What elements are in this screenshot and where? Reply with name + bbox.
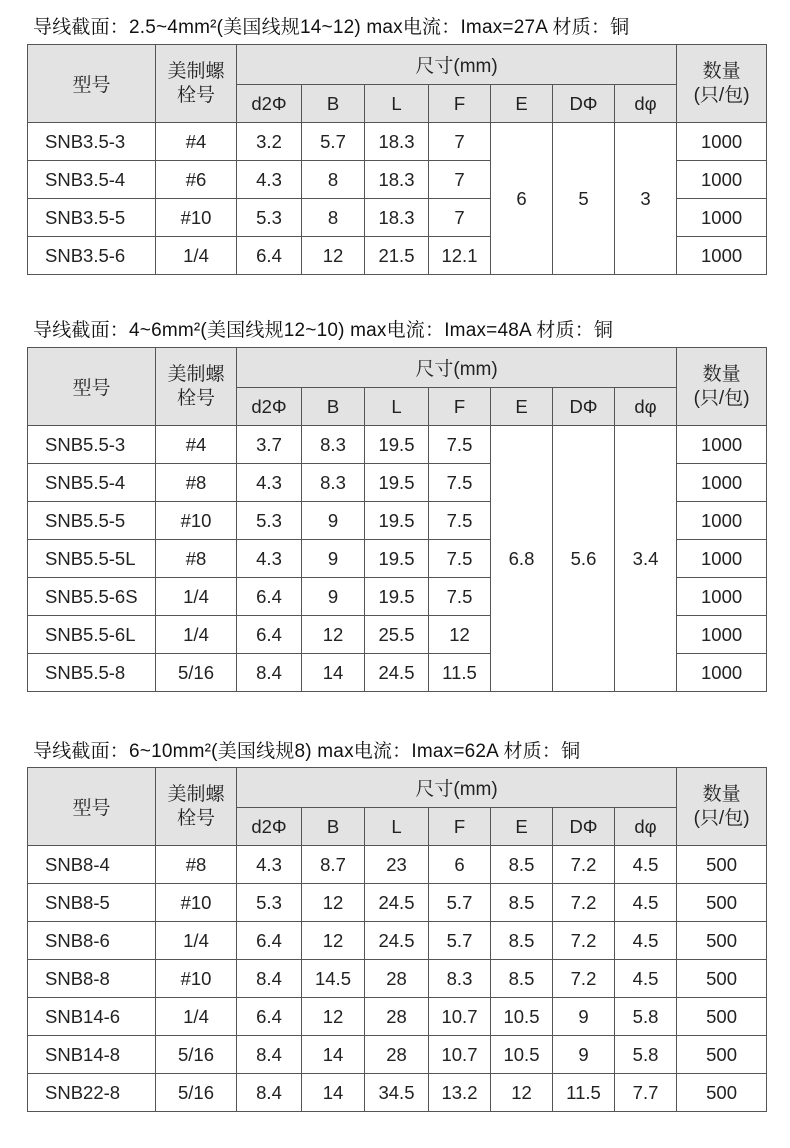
cell-model: SNB5.5-5 — [28, 502, 156, 540]
cell-qty: 1000 — [677, 616, 767, 654]
cell-qty: 1000 — [677, 426, 767, 464]
cell-f: 5.7 — [429, 884, 491, 922]
header-qty-line1: 数量 — [702, 363, 741, 385]
cell-bolt: #8 — [156, 846, 237, 884]
header-model: 型号 — [28, 348, 156, 426]
table-row — [28, 123, 767, 161]
cell-d2: 8.4 — [237, 654, 302, 692]
spec-table — [27, 767, 767, 1112]
cell-b: 12 — [302, 998, 365, 1036]
cell-b: 14 — [302, 1074, 365, 1112]
cell-e: 8.5 — [491, 884, 553, 922]
cell-model: SNB5.5-4 — [28, 464, 156, 502]
cell-d-small: 4.5 — [615, 846, 677, 884]
cell-d2: 5.3 — [237, 884, 302, 922]
cell-model: SNB5.5-5L — [28, 540, 156, 578]
cell-b: 14 — [302, 654, 365, 692]
cell-d2: 8.4 — [237, 960, 302, 998]
cell-d2: 4.3 — [237, 161, 302, 199]
header-bolt-line1: 美制螺 — [167, 783, 225, 805]
cell-bolt: #6 — [156, 161, 237, 199]
cell-d-small: 4.5 — [615, 884, 677, 922]
cell-l: 23 — [365, 846, 429, 884]
cell-e: 10.5 — [491, 1036, 553, 1074]
cell-d2: 8.4 — [237, 1036, 302, 1074]
cell-f: 7 — [429, 199, 491, 237]
cell-e: 8.5 — [491, 922, 553, 960]
section-caption: 导线截面：4~6mm²(美国线规12~10) max电流：Imax=48A 材质：铜 — [33, 320, 614, 341]
cell-bolt: 5/16 — [156, 1074, 237, 1112]
table-row — [28, 1036, 767, 1074]
cell-d-phi: 7.2 — [553, 922, 615, 960]
cell-qty: 500 — [677, 998, 767, 1036]
cell-e-shared: 6.8 — [491, 426, 553, 692]
cell-model: SNB3.5-5 — [28, 199, 156, 237]
header-size-group: 尺寸(mm) — [237, 45, 677, 85]
header-b: B — [302, 808, 365, 846]
header-d-phi: DΦ — [553, 85, 615, 123]
cell-qty: 1000 — [677, 578, 767, 616]
cell-f: 13.2 — [429, 1074, 491, 1112]
cell-d2: 6.4 — [237, 578, 302, 616]
cell-qty: 500 — [677, 1074, 767, 1112]
cell-l: 28 — [365, 998, 429, 1036]
header-qty — [677, 768, 767, 846]
cell-d2: 5.3 — [237, 199, 302, 237]
cell-model: SNB8-8 — [28, 960, 156, 998]
cell-qty: 1000 — [677, 502, 767, 540]
cell-f: 7.5 — [429, 464, 491, 502]
cell-model: SNB14-8 — [28, 1036, 156, 1074]
cell-qty: 500 — [677, 846, 767, 884]
cell-l: 18.3 — [365, 161, 429, 199]
cell-bolt: #10 — [156, 502, 237, 540]
cell-d-phi: 7.2 — [553, 846, 615, 884]
cell-d-small: 4.5 — [615, 922, 677, 960]
cell-model: SNB3.5-6 — [28, 237, 156, 275]
cell-b: 9 — [302, 540, 365, 578]
cell-f: 8.3 — [429, 960, 491, 998]
cell-l: 24.5 — [365, 654, 429, 692]
header-qty — [677, 45, 767, 123]
header-qty — [677, 348, 767, 426]
header-bolt-line1: 美制螺 — [167, 363, 225, 385]
cell-l: 21.5 — [365, 237, 429, 275]
cell-bolt: #4 — [156, 123, 237, 161]
cell-qty: 500 — [677, 960, 767, 998]
header-d-small: dφ — [615, 808, 677, 846]
cell-l: 19.5 — [365, 426, 429, 464]
header-d-phi: DΦ — [553, 388, 615, 426]
header-f: F — [429, 85, 491, 123]
cell-b: 8 — [302, 199, 365, 237]
cell-d2: 4.3 — [237, 540, 302, 578]
cell-d-small-shared: 3 — [615, 123, 677, 275]
cell-f: 7.5 — [429, 540, 491, 578]
cell-f: 10.7 — [429, 998, 491, 1036]
cell-bolt: #10 — [156, 884, 237, 922]
cell-b: 12 — [302, 616, 365, 654]
header-b: B — [302, 388, 365, 426]
header-size-group: 尺寸(mm) — [237, 768, 677, 808]
cell-l: 19.5 — [365, 464, 429, 502]
cell-e-shared: 6 — [491, 123, 553, 275]
cell-l: 18.3 — [365, 199, 429, 237]
cell-b: 12 — [302, 884, 365, 922]
header-l: L — [365, 85, 429, 123]
cell-l: 28 — [365, 960, 429, 998]
cell-model: SNB8-5 — [28, 884, 156, 922]
cell-d-small: 7.7 — [615, 1074, 677, 1112]
header-d-small: dφ — [615, 388, 677, 426]
cell-bolt: 5/16 — [156, 1036, 237, 1074]
cell-l: 19.5 — [365, 502, 429, 540]
cell-e: 12 — [491, 1074, 553, 1112]
cell-bolt: #4 — [156, 426, 237, 464]
header-bolt — [156, 768, 237, 846]
cell-bolt: 1/4 — [156, 998, 237, 1036]
table-row — [28, 1074, 767, 1112]
header-qty-line2: (只/包) — [693, 807, 750, 829]
cell-model: SNB3.5-3 — [28, 123, 156, 161]
cell-e: 8.5 — [491, 960, 553, 998]
cell-d2: 3.2 — [237, 123, 302, 161]
spec-table — [27, 347, 767, 692]
header-d2: d2Φ — [237, 808, 302, 846]
cell-qty: 1000 — [677, 123, 767, 161]
header-d2: d2Φ — [237, 388, 302, 426]
cell-b: 12 — [302, 922, 365, 960]
header-bolt-line2: 栓号 — [176, 387, 215, 409]
cell-bolt: #10 — [156, 199, 237, 237]
cell-model: SNB5.5-8 — [28, 654, 156, 692]
cell-d-phi: 7.2 — [553, 884, 615, 922]
spec-table — [27, 44, 767, 275]
cell-bolt: 1/4 — [156, 237, 237, 275]
header-e: E — [491, 388, 553, 426]
cell-l: 24.5 — [365, 884, 429, 922]
cell-d-small: 5.8 — [615, 1036, 677, 1074]
header-d-phi: DΦ — [553, 808, 615, 846]
cell-qty: 1000 — [677, 464, 767, 502]
header-l: L — [365, 808, 429, 846]
cell-model: SNB3.5-4 — [28, 161, 156, 199]
cell-bolt: 1/4 — [156, 578, 237, 616]
cell-model: SNB22-8 — [28, 1074, 156, 1112]
cell-qty: 1000 — [677, 540, 767, 578]
cell-qty: 500 — [677, 884, 767, 922]
cell-d2: 6.4 — [237, 616, 302, 654]
table-row — [28, 960, 767, 998]
cell-model: SNB14-6 — [28, 998, 156, 1036]
cell-f: 5.7 — [429, 922, 491, 960]
cell-d-small-shared: 3.4 — [615, 426, 677, 692]
cell-f: 6 — [429, 846, 491, 884]
cell-f: 7 — [429, 123, 491, 161]
header-bolt — [156, 348, 237, 426]
cell-d-phi-shared: 5 — [553, 123, 615, 275]
cell-d2: 6.4 — [237, 998, 302, 1036]
table-row — [28, 884, 767, 922]
header-qty-line2: (只/包) — [693, 387, 750, 409]
cell-d2: 4.3 — [237, 846, 302, 884]
cell-d2: 4.3 — [237, 464, 302, 502]
cell-b: 12 — [302, 237, 365, 275]
cell-d-phi-shared: 5.6 — [553, 426, 615, 692]
cell-l: 34.5 — [365, 1074, 429, 1112]
section-caption: 导线截面：6~10mm²(美国线规8) max电流：Imax=62A 材质：铜 — [33, 741, 581, 762]
cell-bolt: #8 — [156, 540, 237, 578]
cell-f: 7.5 — [429, 502, 491, 540]
cell-d-phi: 11.5 — [553, 1074, 615, 1112]
table-row — [28, 426, 767, 464]
header-qty-line1: 数量 — [702, 60, 741, 82]
cell-b: 14 — [302, 1036, 365, 1074]
cell-bolt: 1/4 — [156, 616, 237, 654]
header-bolt-line2: 栓号 — [176, 84, 215, 106]
cell-model: SNB5.5-6L — [28, 616, 156, 654]
header-b: B — [302, 85, 365, 123]
header-d-small: dφ — [615, 85, 677, 123]
cell-b: 8.3 — [302, 464, 365, 502]
table-row — [28, 922, 767, 960]
header-model: 型号 — [28, 45, 156, 123]
cell-b: 8 — [302, 161, 365, 199]
cell-qty: 500 — [677, 1036, 767, 1074]
cell-e: 8.5 — [491, 846, 553, 884]
cell-qty: 1000 — [677, 161, 767, 199]
header-l: L — [365, 388, 429, 426]
cell-l: 25.5 — [365, 616, 429, 654]
cell-f: 7.5 — [429, 426, 491, 464]
cell-qty: 500 — [677, 922, 767, 960]
cell-model: SNB5.5-3 — [28, 426, 156, 464]
cell-d2: 5.3 — [237, 502, 302, 540]
header-size-group: 尺寸(mm) — [237, 348, 677, 388]
cell-f: 7.5 — [429, 578, 491, 616]
cell-d2: 6.4 — [237, 237, 302, 275]
cell-l: 19.5 — [365, 578, 429, 616]
cell-f: 10.7 — [429, 1036, 491, 1074]
header-e: E — [491, 808, 553, 846]
cell-d-small: 5.8 — [615, 998, 677, 1036]
cell-model: SNB5.5-6S — [28, 578, 156, 616]
cell-l: 28 — [365, 1036, 429, 1074]
cell-b: 14.5 — [302, 960, 365, 998]
cell-d-phi: 9 — [553, 1036, 615, 1074]
header-f: F — [429, 388, 491, 426]
cell-f: 11.5 — [429, 654, 491, 692]
cell-bolt: #10 — [156, 960, 237, 998]
cell-b: 8.3 — [302, 426, 365, 464]
cell-b: 9 — [302, 578, 365, 616]
cell-l: 24.5 — [365, 922, 429, 960]
cell-f: 12.1 — [429, 237, 491, 275]
header-d2: d2Φ — [237, 85, 302, 123]
cell-d-small: 4.5 — [615, 960, 677, 998]
section-caption: 导线截面：2.5~4mm²(美国线规14~12) max电流：Imax=27A 材质：铜 — [33, 17, 630, 38]
cell-d-phi: 7.2 — [553, 960, 615, 998]
cell-bolt: #8 — [156, 464, 237, 502]
cell-qty: 1000 — [677, 654, 767, 692]
header-e: E — [491, 85, 553, 123]
cell-l: 18.3 — [365, 123, 429, 161]
cell-d2: 6.4 — [237, 922, 302, 960]
header-bolt-line1: 美制螺 — [167, 60, 225, 82]
cell-d2: 8.4 — [237, 1074, 302, 1112]
header-qty-line1: 数量 — [702, 783, 741, 805]
cell-b: 9 — [302, 502, 365, 540]
header-model: 型号 — [28, 768, 156, 846]
cell-b: 8.7 — [302, 846, 365, 884]
cell-e: 10.5 — [491, 998, 553, 1036]
table-row — [28, 998, 767, 1036]
cell-bolt: 5/16 — [156, 654, 237, 692]
cell-d-phi: 9 — [553, 998, 615, 1036]
header-bolt-line2: 栓号 — [176, 807, 215, 829]
cell-f: 7 — [429, 161, 491, 199]
cell-f: 12 — [429, 616, 491, 654]
cell-l: 19.5 — [365, 540, 429, 578]
cell-bolt: 1/4 — [156, 922, 237, 960]
header-qty-line2: (只/包) — [693, 84, 750, 106]
cell-qty: 1000 — [677, 199, 767, 237]
cell-qty: 1000 — [677, 237, 767, 275]
cell-b: 5.7 — [302, 123, 365, 161]
cell-model: SNB8-6 — [28, 922, 156, 960]
cell-model: SNB8-4 — [28, 846, 156, 884]
header-bolt — [156, 45, 237, 123]
cell-d2: 3.7 — [237, 426, 302, 464]
table-row — [28, 846, 767, 884]
header-f: F — [429, 808, 491, 846]
